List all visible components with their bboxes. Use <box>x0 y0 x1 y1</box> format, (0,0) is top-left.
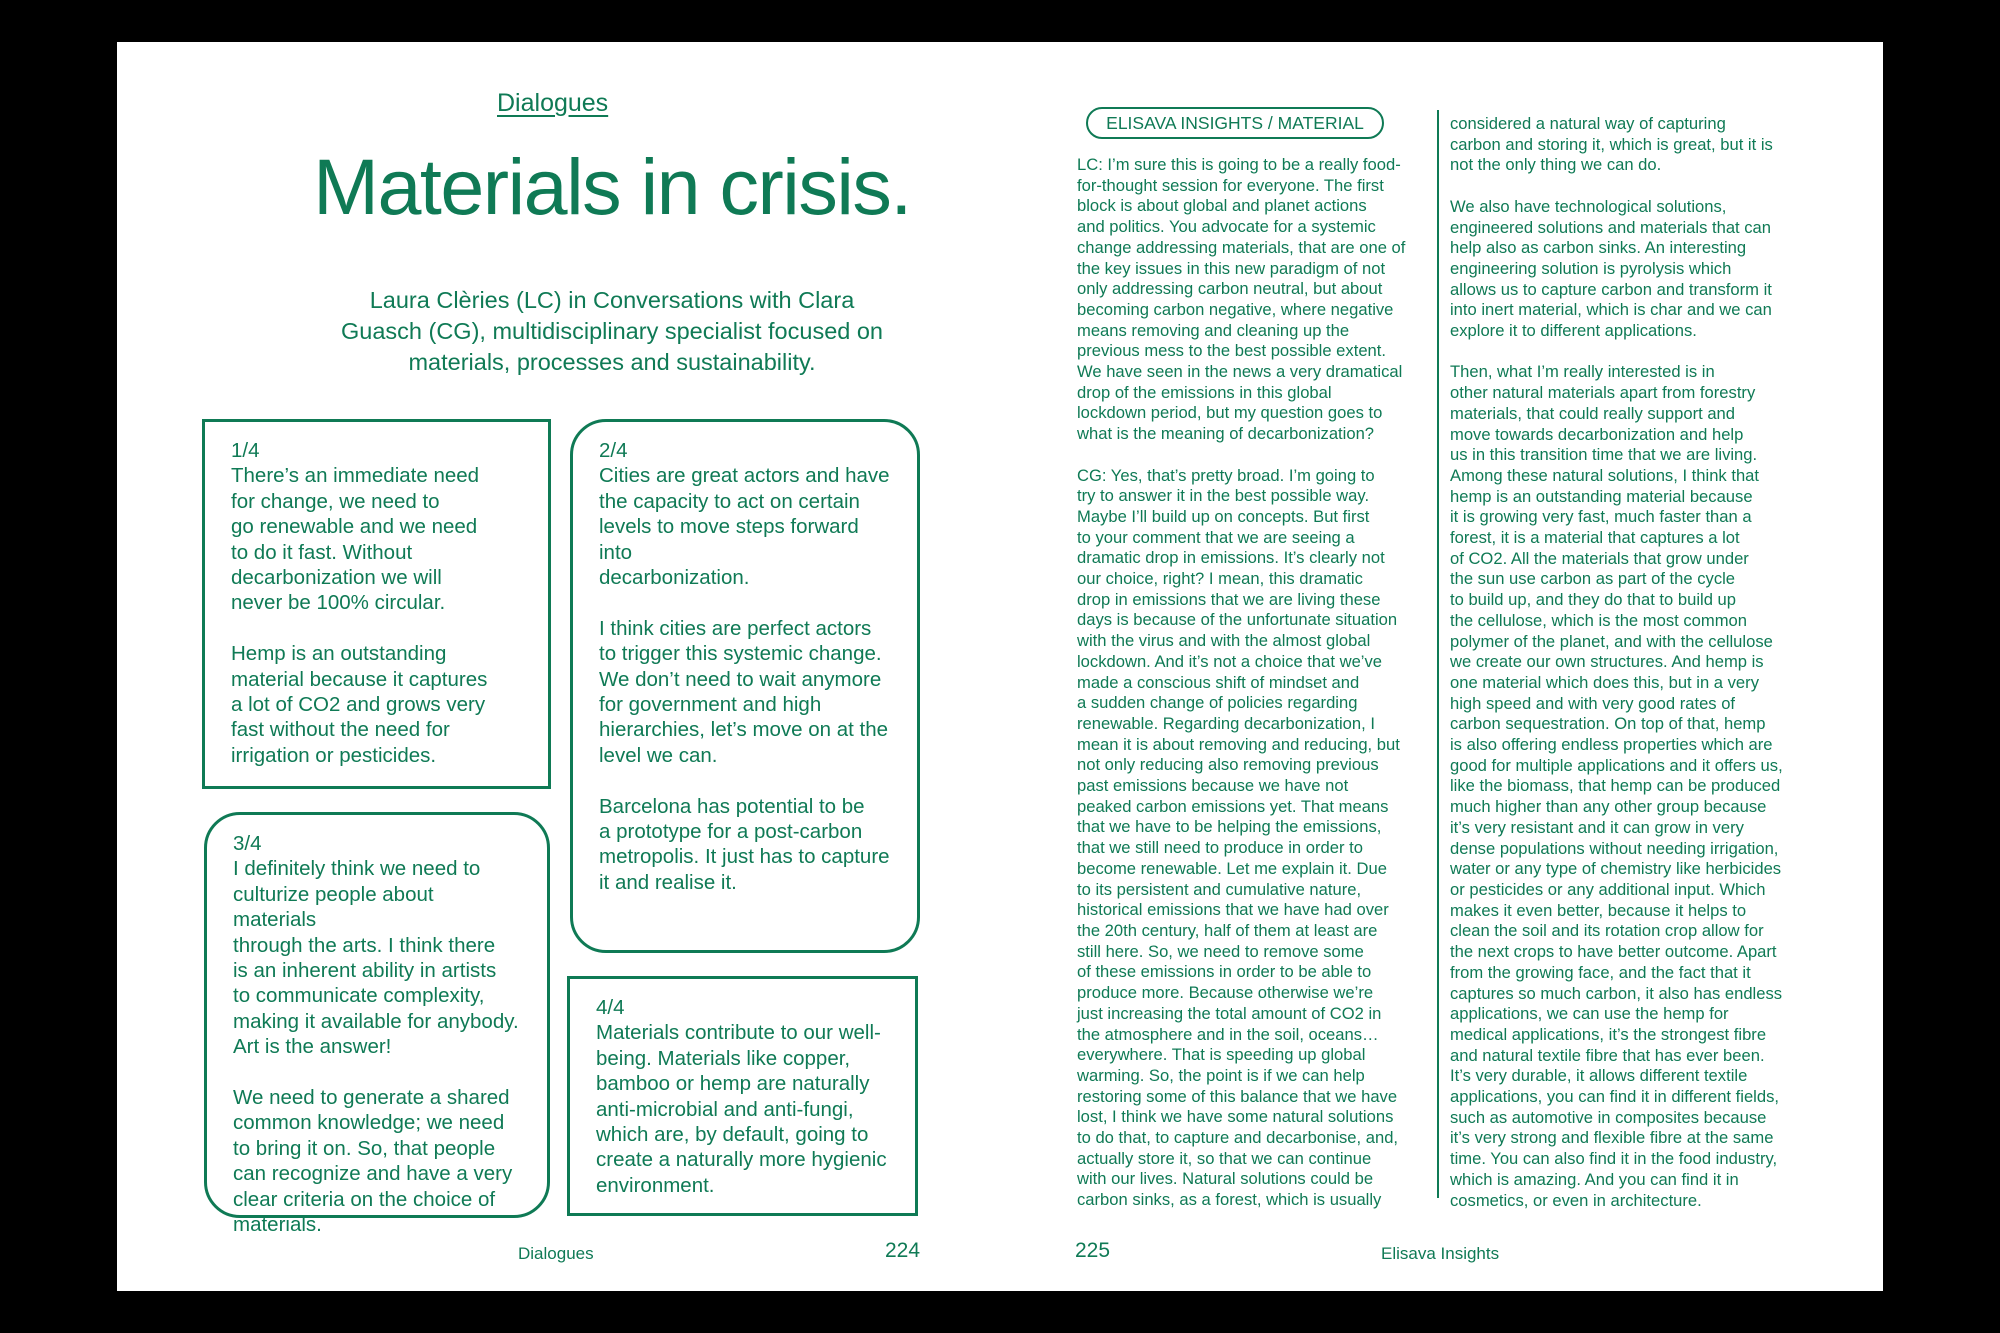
subtitle <box>252 285 972 378</box>
section-link[interactable]: Dialogues <box>497 89 609 117</box>
interview-paragraph: considered a natural way of capturing carbon and storing it, which is great, but it is not the only thing we can do. <box>1450 114 1773 175</box>
box-number: 2/4 <box>599 439 628 462</box>
footer-label-left: Dialogues <box>518 1244 594 1263</box>
box-paragraph: I definitely think we need to culturize people about materials through the arts. I think there is an inherent ability in artists to communicate complexity, making it available for anybody. Art is the answer! <box>233 857 519 1059</box>
subtitle-line: materials, processes and sustainability. <box>408 349 816 375</box>
subtitle-line: Guasch (CG), multidisciplinary specialist focused on <box>340 318 883 344</box>
magazine-spread <box>117 42 1883 1291</box>
box-paragraph: We need to generate a shared common knowledge; we need to bring it on. So, that people can recognize and have a very clear criteria on the choice of materials. <box>233 1086 513 1237</box>
box-paragraph: There’s an immediate need for change, we need to go renewable and we need to do it fast. Without decarbonization we will never be 100% circular. <box>231 464 480 615</box>
quote-box-2 <box>570 419 920 953</box>
box-number: 4/4 <box>596 996 625 1019</box>
footer-label-right: Elisava Insights <box>1381 1244 1500 1263</box>
box-paragraph: Materials contribute to our well- being. Materials like copper, bamboo or hemp are naturally anti-microbial and anti-fungi, which are, by default, going to create a naturally more hygienic environment. <box>596 1021 887 1197</box>
interview-paragraph: We also have technological solutions, engineered solutions and materials that can help also as carbon sinks. An interesting engineering solution is pyrolysis which allows us to capture carbon and transform it into inert material, which is char and we can explore it to different applications. <box>1450 196 1772 341</box>
box-paragraph: I think cities are perfect actors to trigger this systemic change. We don’t need to wait anymore for government and high hierarchies, let’s move on at the level we can. <box>599 616 889 767</box>
interview-paragraph: Then, what I’m really interested is in other natural materials apart from forestry materials, that could really support and move towards decarbonization and help us in this transition time that we are living. Among these natural solutions, I think that hemp is an outstanding material because it is growing very fast, much faster than a forest, it is a material that captures a lot of CO2. All the materials that grow under the sun use carbon as part of the cycle to build up, and they do that to build up the cellulose, which is the most common polymer of the planet, and with the cellulose we create our own structures. And hemp is one material which does this, but in a very high speed and with very good rates of carbon sequestration. On top of that, hemp is also offering endless properties which are good for multiple applications and it offers us, like the biomass, that hemp can be produced much higher than any other group because it’s very resistant and it can grow in very dense populations without needing irrigation, water or any type of chemistry like herbicides or pesticides or any additional input. Which makes it even better, because it helps to clean the soil and its rotation crop allow for the next crops to have better outcome. Apart from the growing face, and the fact that it captures so much carbon, it also has endless applications, we can use the hemp for medical applications, it’s the strongest fibre and natural textile fibre that has ever been. It’s very durable, it allows different textile applications, you can find it in different fields, such as automotive in composites because it’s very strong and flexible fibre at the same time. You can also find it in the food industry, which is amazing. And you can find it in cosmetics, or even in architecture. <box>1450 362 1783 1210</box>
box-paragraph: Hemp is an outstanding material because it captures a lot of CO2 and grows very fast without the need for irrigation or pesticides. <box>231 642 488 767</box>
box-number: 3/4 <box>233 832 262 855</box>
interview-column-2 <box>1450 114 1850 1211</box>
page-title: Materials in crisis. <box>313 142 911 231</box>
interview-column-1 <box>1077 155 1447 1211</box>
box-number: 1/4 <box>231 439 260 462</box>
quote-box-1 <box>202 419 551 789</box>
interview-paragraph: LC: I’m sure this is going to be a really food- for-thought session for everyone. The first block is about global and planet actions and politics. You advocate for a systemic change addressing materials, that are one of the key issues in this new paradigm of not only addressing carbon neutral, but about becoming carbon negative, where negative means removing and cleaning up the previous mess to the best possible extent. We have seen in the news a very dramatical drop of the emissions in this global lockdown period, but my question goes to what is the meaning of decarbonization? <box>1077 155 1406 444</box>
section-tag[interactable]: ELISAVA INSIGHTS / MATERIAL <box>1086 107 1384 139</box>
quote-box-4 <box>567 976 918 1216</box>
subtitle-line: Laura Clèries (LC) in Conversations with Clara <box>369 287 855 313</box>
quote-box-3 <box>204 812 550 1237</box>
page-number-left: 224 <box>885 1239 921 1262</box>
box-paragraph: Barcelona has potential to be a prototype for a post-carbon metropolis. It just has to capture it and realise it. <box>599 794 890 894</box>
column-divider <box>1437 110 1439 1198</box>
box-paragraph: Cities are great actors and have the capacity to act on certain levels to move steps forward into decarbonization. <box>599 464 890 590</box>
interview-paragraph: CG: Yes, that’s pretty broad. I’m going to try to answer it in the best possible way. Maybe I’ll build up on concepts. But first to your comment that we are seeing a dramatic drop in emissions. It’s clearly not our choice, right? I mean, this dramatic drop in emissions that we are living these days is because of the unfortunate situation with the virus and with the almost global lockdown. And it’s not a choice that we’ve made a conscious shift of mindset and a sudden change of policies regarding renewable. Regarding decarbonization, I mean it is about removing and reducing, but not only reducing also removing previous past emissions because we have not peaked carbon emissions yet. That means that we have to be helping the emissions, that we still need to produce in order to become renewable. Let me explain it. Due to its persistent and cumulative nature, historical emissions that we have had over the 20th century, half of them at least are still here. So, we need to remove some of these emissions in order to be able to produce more. Because otherwise we’re just increasing the total amount of CO2 in the atmosphere and in the soil, oceans… everywhere. That is speeding up global warming. So, the point is if we can help restoring some of this balance that we have lost, I think we have some natural solutions to do that, to capture and decarbonise, and, actually store it, so that we can continue with our lives. Natural solutions could be carbon sinks, as a forest, which is usually <box>1077 465 1400 1210</box>
page-number-right: 225 <box>1075 1239 1111 1262</box>
